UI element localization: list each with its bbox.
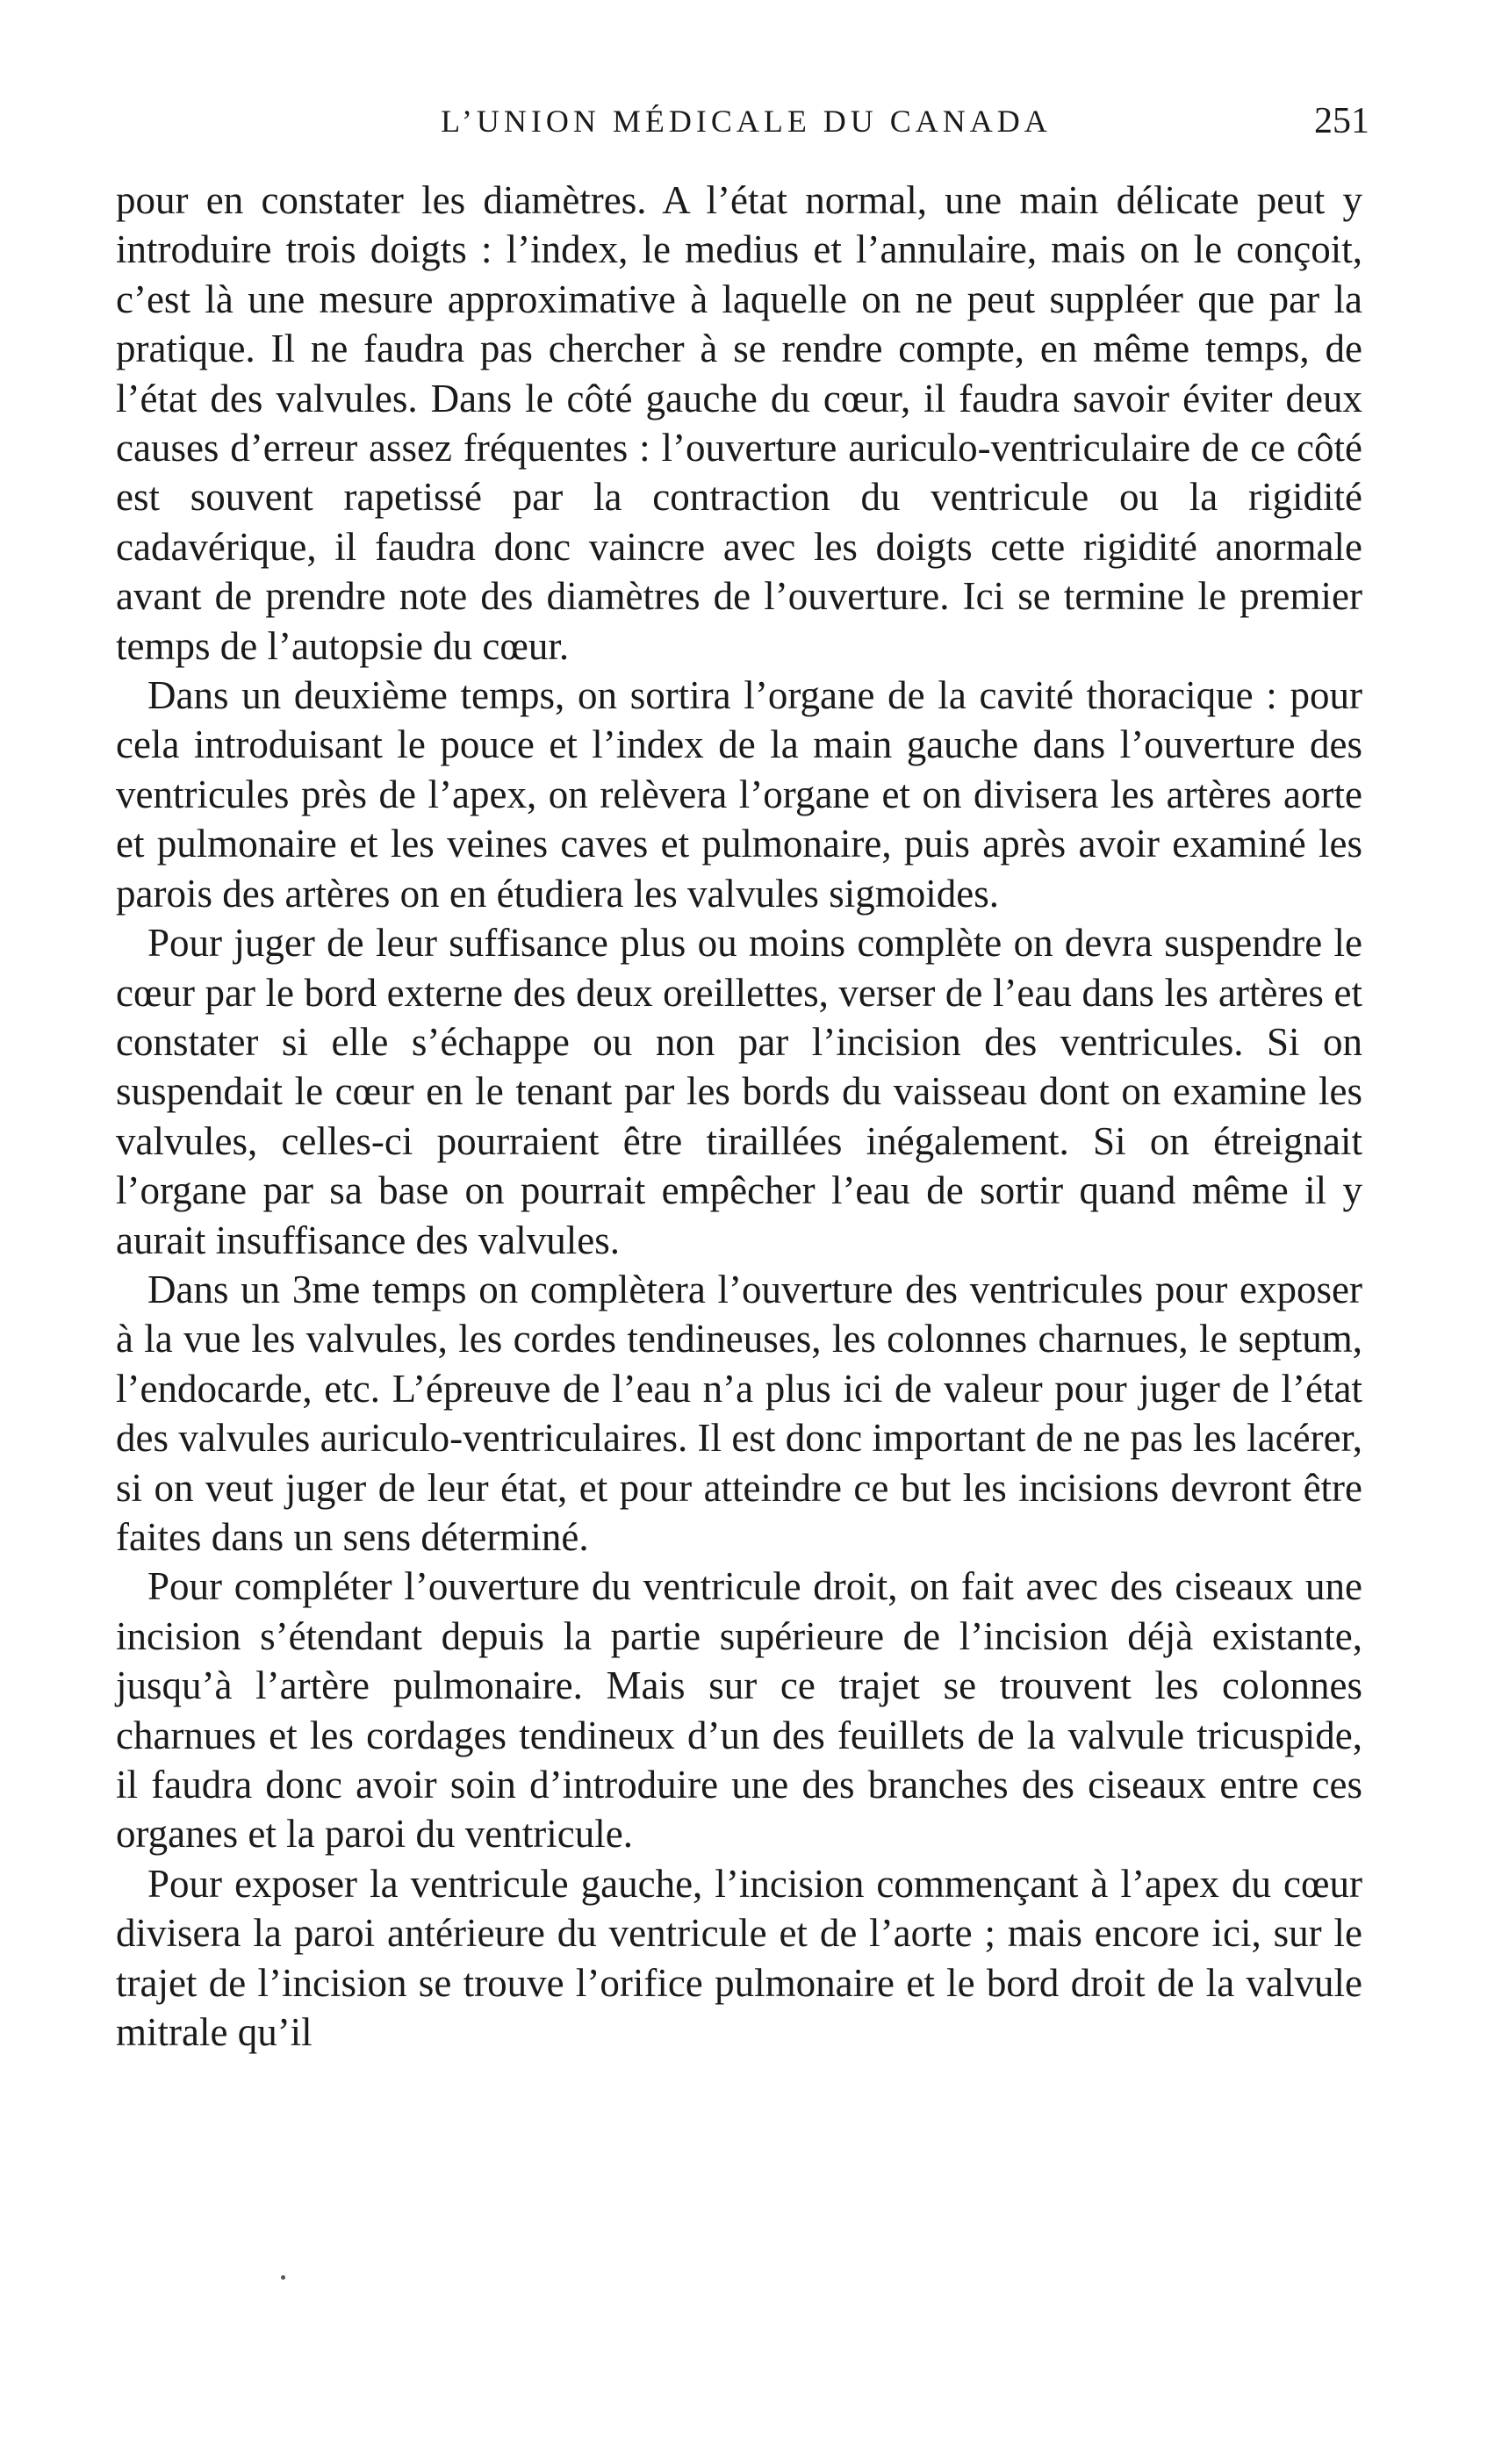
body-text [116, 176, 1362, 2057]
stray-ink-mark [281, 2275, 285, 2280]
running-head [123, 95, 1369, 147]
paragraph-4: Dans un 3me temps on complètera l’ouverture des ventricules pour exposer à la vue les valvules, les cordes tendineuses, les colonnes charnues, le septum, l’endocarde, etc. L’épreuve de l’eau n’a plus ici de valeur pour juger de l’état des valvules auriculo-ventriculaires. Il est donc important de ne pas les lacérer, si on veut juger de leur état, et pour atteindre ce but les incisions devront être faites dans un sens déterminé. [116, 1267, 1362, 1559]
paragraph-5: Pour compléter l’ouverture du ventricule droit, on fait avec des ciseaux une incision s’étendant depuis la partie supérieure de l’incision déjà existante, jusqu’à l’artère pulmonaire. Mais sur ce trajet se trouvent les colonnes charnues et les cordages tendineux d’un des feuillets de la valvule tricuspide, il faudra donc avoir soin d’introduire une des branches des ciseaux entre ces organes et la paroi du ventricule. [116, 1564, 1362, 1857]
paragraph-3: Pour juger de leur suffisance plus ou moins complète on devra suspendre le cœur par le bord externe des deux oreillettes, verser de l’eau dans les artères et constater si elle s’échappe ou non par l’incision des ventricules. Si on suspendait le cœur en le tenant par les bords du vaisseau dont on examine les valvules, celles-ci pourraient être tiraillées inégalement. Si on étreignait l’organe par sa base on pourrait empêcher l’eau de sortir quand même il y aurait insuffisance des valvules. [116, 921, 1362, 1262]
paragraph-6: Pour exposer la ventricule gauche, l’incision commençant à l’apex du cœur divisera la paroi antérieure du ventricule et de l’aorte ; mais encore ici, sur le trajet de l’incision se trouve l’orifice pulmonaire et le bord droit de la valvule mitrale qu’il [116, 1861, 1362, 2055]
paragraph-2: Dans un deuxième temps, on sortira l’organe de la cavité thoracique : pour cela introduisant le pouce et l’index de la main gauche dans l’ouverture des ventricules près de l’apex, on relèvera l’organe et on divisera les artères aorte et pulmonaire et les veines caves et pulmonaire, puis après avoir examiné les parois des artères on en étudiera les valvules sigmoides. [116, 673, 1362, 916]
running-title: L’UNION MÉDICALE DU CANADA [441, 104, 1052, 139]
paragraph-1: pour en constater les diamètres. A l’état normal, une main délicate peut y introduire trois doigts : l’index, le medius et l’annulaire, mais on le conçoit, c’est là une mesure approximative à laquelle on ne peut suppléer que par la pratique. Il ne faudra pas chercher à se rendre compte, en même temps, de l’état des valvules. Dans le côté gauche du cœur, il faudra savoir éviter deux causes d’erreur assez fréquentes : l’ouverture auriculo-ventriculaire de ce côté est souvent rapetissé par la contraction du ventricule ou la rigidité cadavérique, il faudra donc vaincre avec les doigts cette rigidité anormale avant de prendre note des diamètres de l’ouverture. Ici se termine le premier temps de l’autopsie du cœur. [116, 178, 1362, 668]
page-number: 251 [1314, 101, 1369, 141]
